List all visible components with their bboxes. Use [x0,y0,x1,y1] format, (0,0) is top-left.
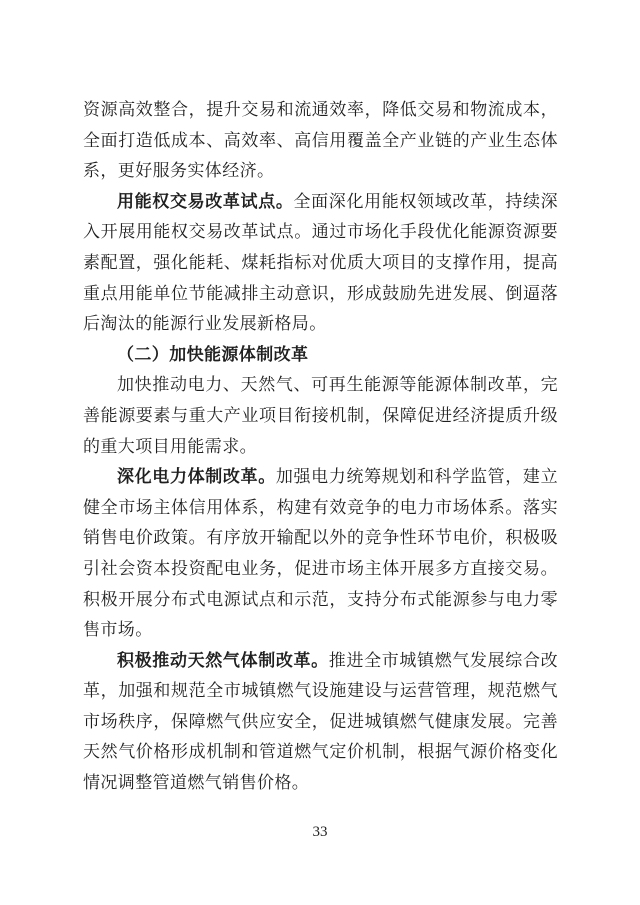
document-body [83,95,558,799]
text-line [83,676,558,707]
text-line [83,309,558,340]
text-run: 全面打造低成本、高效率、高信用覆盖全产业链的产业生态体 [83,130,558,150]
text-run: 系，更好服务实体经济。 [83,161,275,181]
text-run: 全面深化用能权领域改革，持续深 [293,191,558,211]
text-line [83,707,558,738]
text-line [83,187,558,218]
text-run: 重点用能单位节能减排主动意识，形成鼓励先进发展、倒逼落 [83,283,558,303]
bold-text-run: （二）加快能源体制改革 [117,344,309,364]
bold-text-run: 用能权交易改革试点。 [117,191,294,211]
text-line [83,95,558,126]
text-run: 售市场。 [83,620,153,640]
text-line [83,737,558,768]
text-run: 销售电价政策。有序放开输配以外的竞争性环节电价，积极吸 [83,528,558,548]
text-line [83,585,558,616]
text-run: 后淘汰的能源行业发展新格局。 [83,314,327,334]
text-run: 健全市场主体信用体系，构建有效竞争的电力市场体系。落实 [83,497,558,517]
bold-text-run: 积极推动天然气体制改革。 [117,650,329,670]
text-line [83,248,558,279]
text-line [83,462,558,493]
text-run: 素配置，强化能耗、煤耗指标对优质大项目的支撑作用，提高 [83,252,558,272]
text-run: 引社会资本投资配电业务，促进市场主体开展多方直接交易。 [83,558,558,578]
text-run: 情况调整管道燃气销售价格。 [83,773,310,793]
text-line [83,768,558,799]
text-line [83,217,558,248]
text-line [83,493,558,524]
page-number: 33 [312,824,328,840]
text-run: 加快推动电力、天然气、可再生能源等能源体制改革，完 [117,375,558,395]
text-run: 入开展用能权交易改革试点。通过市场化手段优化能源资源要 [83,222,558,242]
text-run: 天然气价格形成机制和管道燃气定价机制，根据气源价格变化 [83,742,558,762]
text-line [83,370,558,401]
text-run: 善能源要素与重大产业项目衔接机制，保障促进经济提质升级 [83,405,558,425]
text-run: 革，加强和规范全市城镇燃气设施建设与运营管理，规范燃气 [83,681,558,701]
text-run: 加强电力统筹规划和科学监管，建立 [275,467,558,487]
text-line [83,401,558,432]
text-line [83,646,558,677]
bold-text-run: 深化电力体制改革。 [117,467,276,487]
text-line [83,126,558,157]
text-line [83,615,558,646]
text-run: 推进全市城镇燃气发展综合改 [328,650,558,670]
text-run: 市场秩序，保障燃气供应安全，促进城镇燃气健康发展。完善 [83,711,558,731]
text-line [83,279,558,310]
section-heading [83,340,558,371]
text-run: 积极开展分布式电源试点和示范，支持分布式能源参与电力零 [83,589,558,609]
text-line [83,432,558,463]
text-line [83,156,558,187]
text-run: 的重大项目用能需求。 [83,436,257,456]
text-run: 资源高效整合，提升交易和流通效率，降低交易和物流成本， [83,100,558,119]
text-line [83,554,558,585]
text-line [83,523,558,554]
